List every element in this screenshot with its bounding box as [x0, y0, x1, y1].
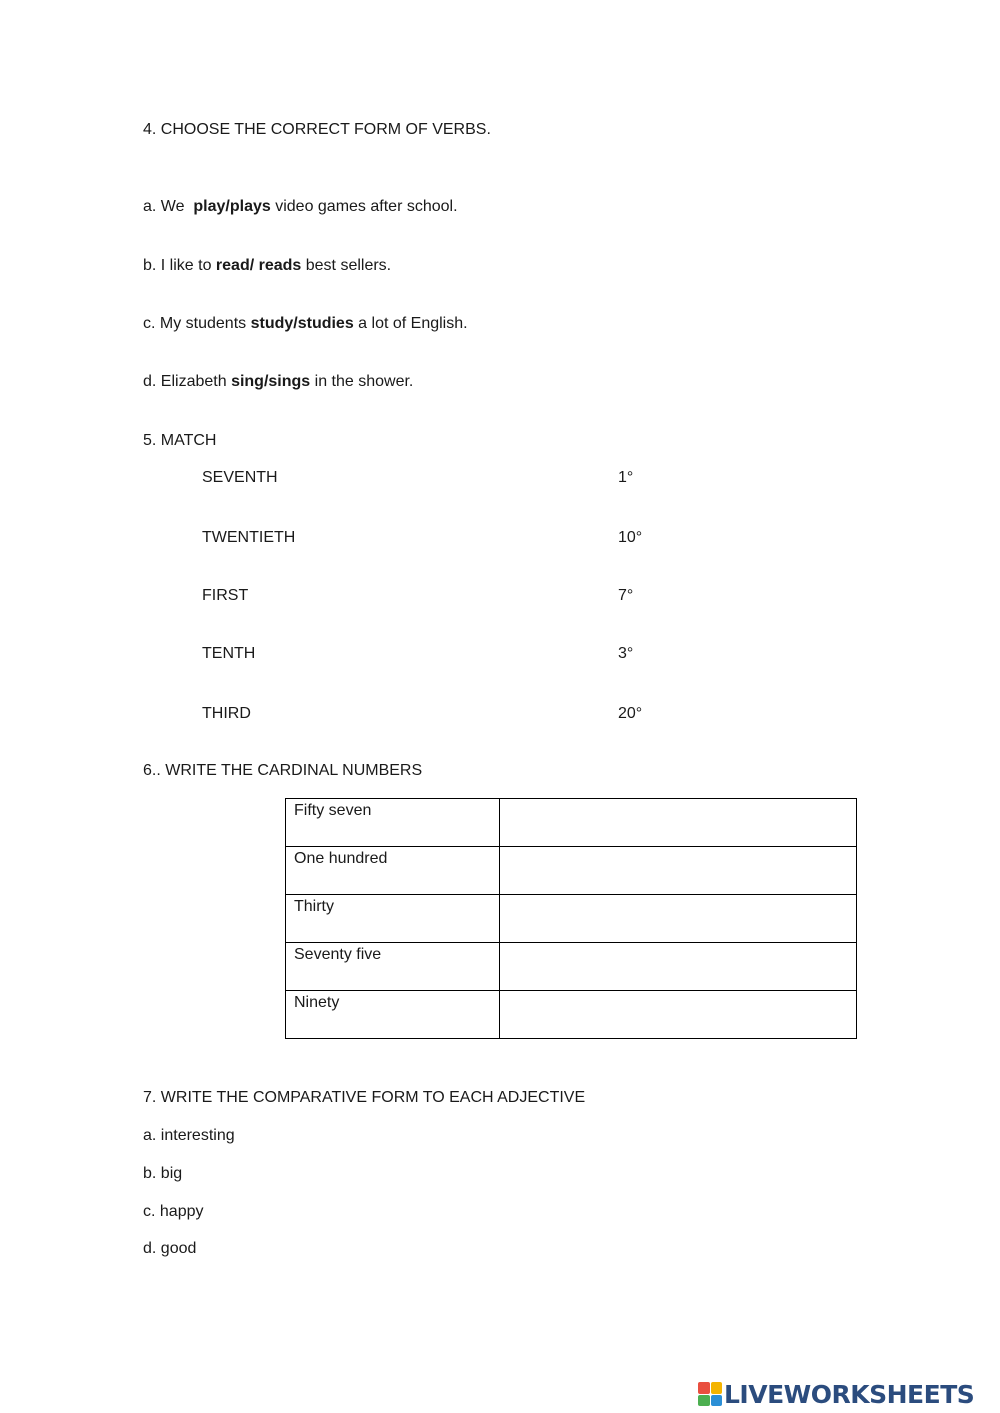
cardinal-numbers-table: [285, 798, 857, 1039]
table-row: [286, 799, 857, 847]
logo-square: [711, 1395, 723, 1407]
verb-item-c: [143, 314, 468, 334]
number-word-cell: One hundred: [286, 847, 500, 895]
answer-cell[interactable]: [500, 991, 857, 1039]
answer-cell[interactable]: [500, 895, 857, 943]
verb-item-suffix: a lot of English.: [353, 315, 468, 332]
match-right-item[interactable]: 1°: [618, 469, 634, 486]
verb-item-prefix: b. I like to: [143, 257, 216, 274]
match-left-item[interactable]: THIRD: [202, 705, 251, 722]
answer-cell[interactable]: [500, 847, 857, 895]
logo-square: [711, 1382, 723, 1394]
section-6-title: 6.. WRITE THE CARDINAL NUMBERS: [143, 762, 423, 779]
verb-item-suffix: in the shower.: [310, 373, 414, 390]
match-left-item[interactable]: TWENTIETH: [202, 529, 296, 546]
match-left-item[interactable]: FIRST: [202, 587, 249, 604]
match-left-item[interactable]: SEVENTH: [202, 469, 278, 486]
match-right-item[interactable]: 20°: [618, 705, 643, 722]
section-7-title: 7. WRITE THE COMPARATIVE FORM TO EACH ADJECTIVE: [143, 1089, 586, 1106]
table-row: [286, 991, 857, 1039]
verb-item-a: [143, 197, 458, 217]
answer-cell[interactable]: [500, 943, 857, 991]
number-word-cell: Fifty seven: [286, 799, 500, 847]
verb-choice[interactable]: play/plays: [193, 198, 271, 215]
verb-item-prefix: c. My students: [143, 315, 251, 332]
logo-square: [698, 1382, 710, 1394]
liveworksheets-logo: [698, 1378, 974, 1410]
adjective-item: b. big: [143, 1165, 183, 1182]
table-row: [286, 943, 857, 991]
logo-text: LIVEWORKSHEETS: [724, 1379, 975, 1409]
verb-item-d: [143, 372, 413, 392]
adjective-item: a. interesting: [143, 1127, 235, 1144]
answer-cell[interactable]: [500, 799, 857, 847]
adjective-item: c. happy: [143, 1203, 204, 1220]
section-5-title: 5. MATCH: [143, 432, 217, 449]
verb-item-prefix: d. Elizabeth: [143, 373, 232, 390]
logo-square: [698, 1395, 710, 1407]
verb-choice[interactable]: study/studies: [250, 315, 354, 332]
verb-item-b: [143, 256, 391, 276]
match-right-item[interactable]: 7°: [618, 587, 634, 604]
liveworksheets-logo-icon: [698, 1382, 722, 1406]
verb-item-suffix: best sellers.: [301, 257, 392, 274]
number-word-cell: Thirty: [286, 895, 500, 943]
verb-item-prefix: a. We: [143, 198, 194, 215]
match-right-item[interactable]: 10°: [618, 529, 643, 546]
verb-choice[interactable]: read/ reads: [215, 257, 302, 274]
verb-item-suffix: video games after school.: [270, 198, 458, 215]
number-word-cell: Ninety: [286, 991, 500, 1039]
number-word-cell: Seventy five: [286, 943, 500, 991]
match-left-item[interactable]: TENTH: [202, 645, 256, 662]
adjective-item: d. good: [143, 1240, 197, 1257]
table-row: [286, 847, 857, 895]
table-row: [286, 895, 857, 943]
match-right-item[interactable]: 3°: [618, 645, 634, 662]
verb-choice[interactable]: sing/sings: [231, 373, 311, 390]
section-4-title: 4. CHOOSE THE CORRECT FORM OF VERBS.: [143, 121, 491, 138]
